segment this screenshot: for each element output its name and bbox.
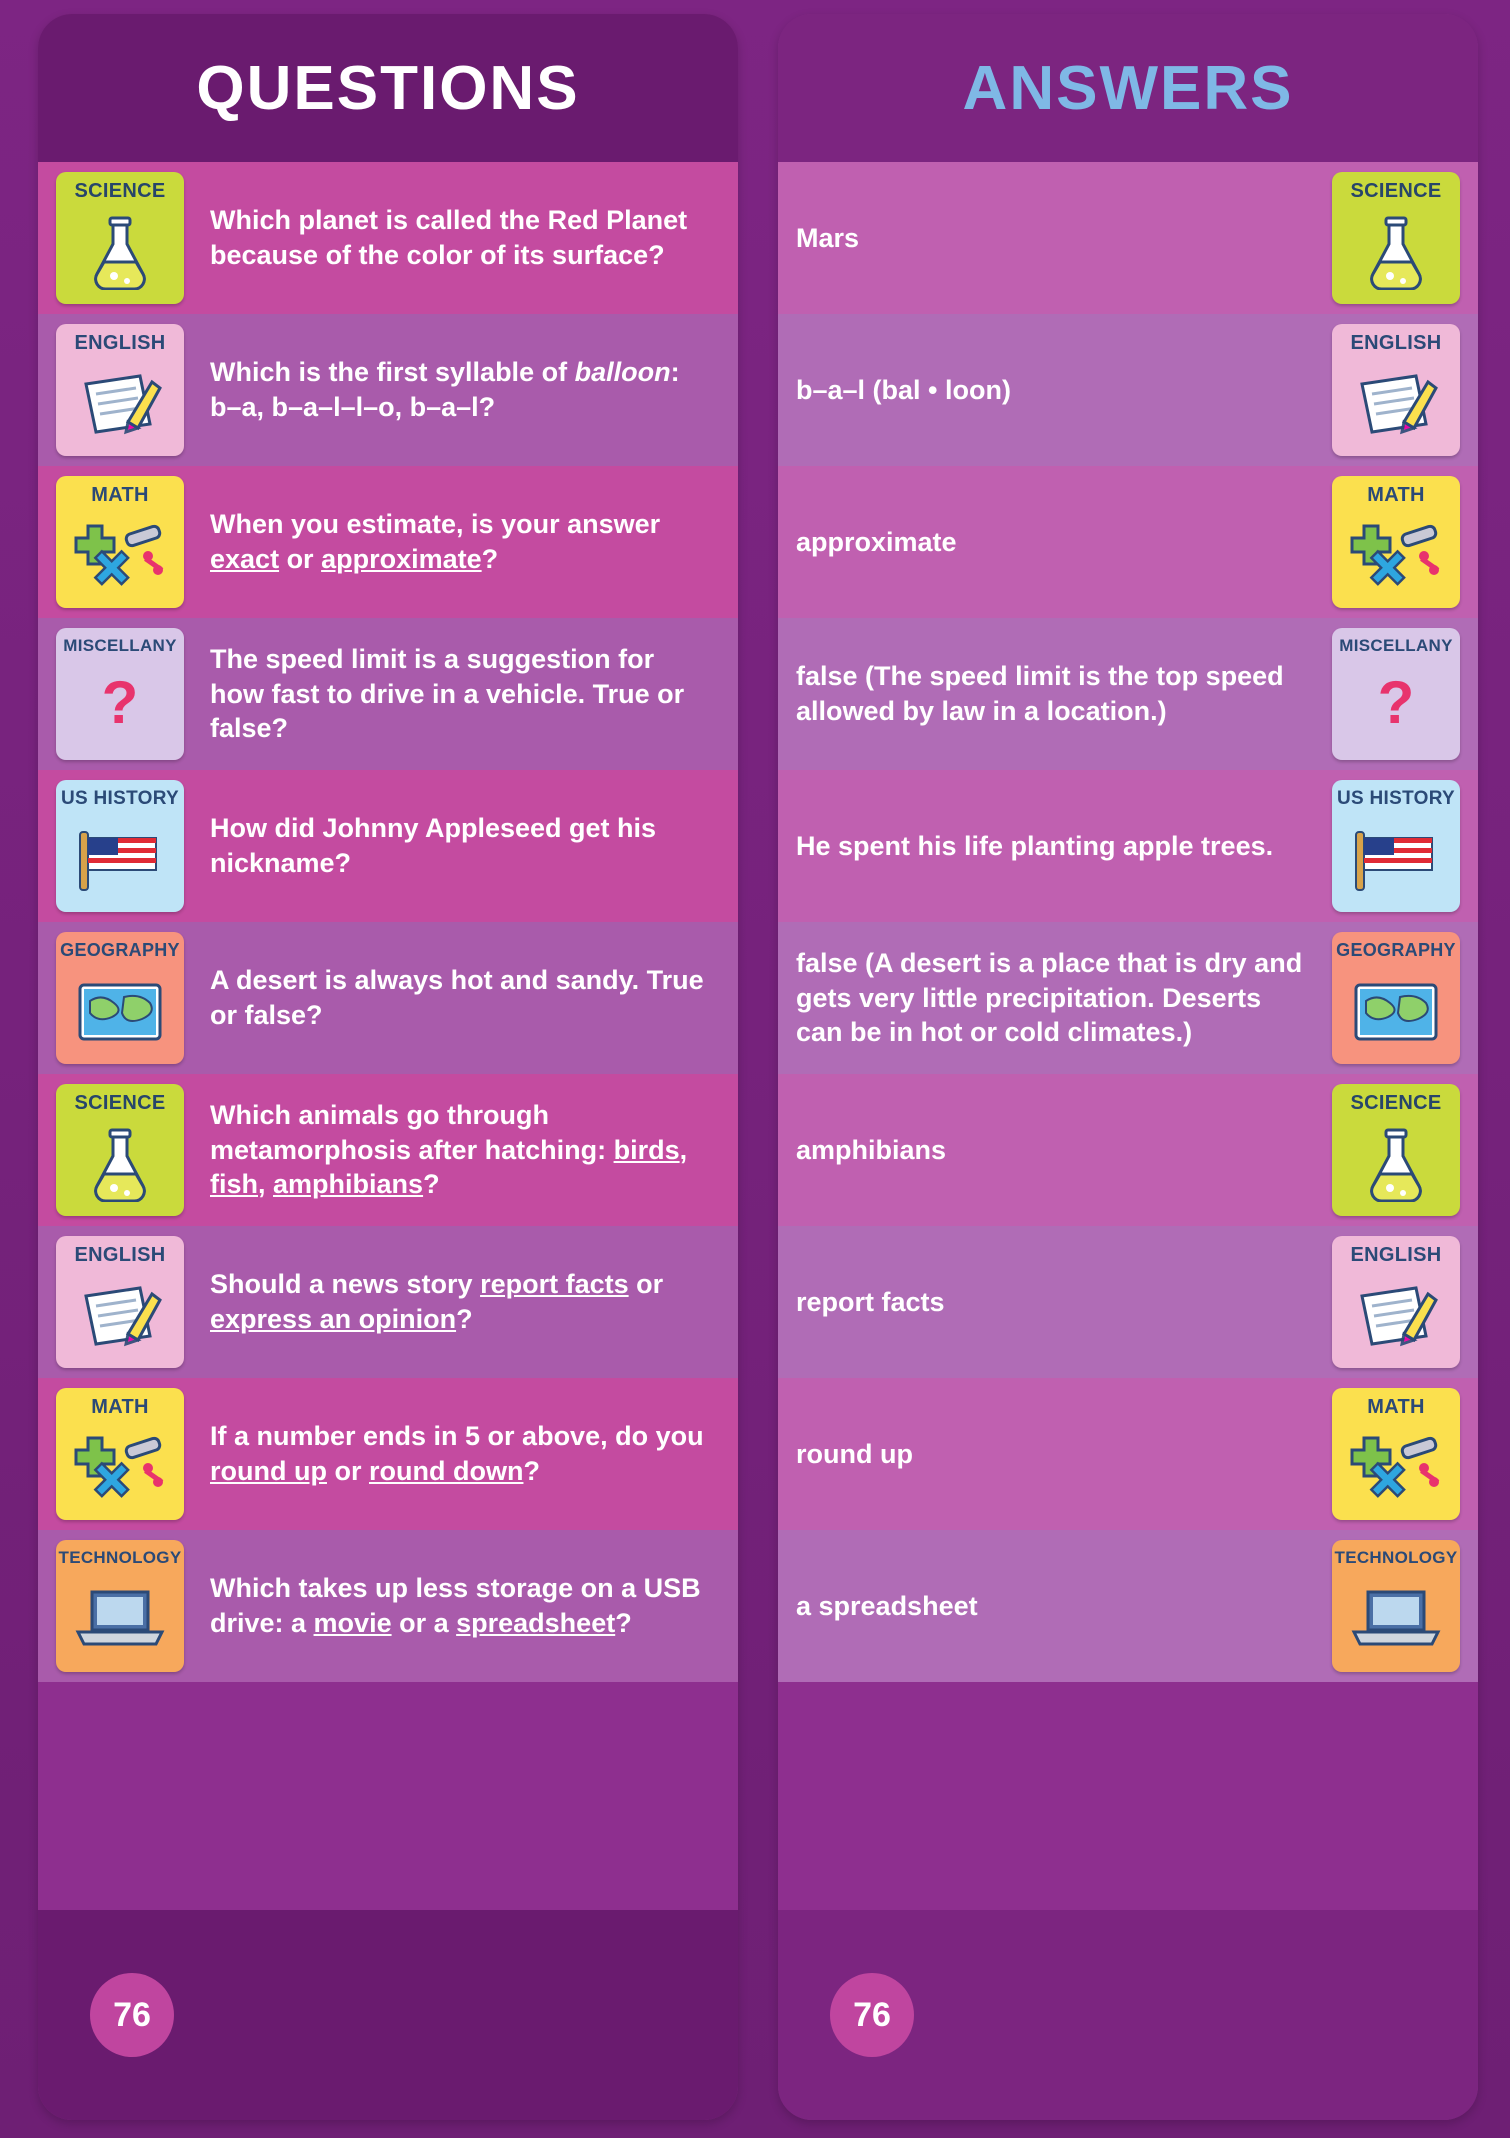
subject-badge-english [1332,1236,1460,1368]
paper-pencil-icon [1354,1265,1438,1368]
american-flag-icon [74,808,166,912]
answer-row [778,314,1478,466]
world-map-icon [74,959,166,1064]
answer-text: amphibians [796,1134,947,1165]
answer-text: approximate [796,526,957,557]
subject-badge-label: TECHNOLOGY [58,1548,182,1567]
subject-badge-label: US HISTORY [60,788,180,809]
math-symbols-icon [74,1417,166,1520]
question-text: Which planet is called the Red Planet because of the color of its surface? [210,205,688,270]
question-text: Should a news story report facts or express an opinion? [210,1269,664,1334]
subject-badge-miscellany [56,628,184,760]
question-text: If a number ends in 5 or above, do you round up or round down? [210,1421,704,1486]
question-mark-icon [92,654,148,760]
flask-icon [85,1113,155,1216]
answers-title: ANSWERS [962,53,1294,123]
answer-row [778,162,1478,314]
answers-card [778,14,1478,2120]
subject-badge-label: GEOGRAPHY [60,940,180,960]
subject-badge-science [56,1084,184,1216]
subject-badge-label: SCIENCE [1350,1092,1442,1114]
american-flag-icon [1350,808,1442,912]
question-row [38,770,738,922]
question-row [38,1226,738,1378]
questions-card-footer [38,1910,738,2120]
subject-badge-geography [56,932,184,1064]
subject-badge-label: MISCELLANY [1339,636,1453,655]
laptop-icon [72,1566,168,1672]
answer-text: He spent his life planting apple trees. [796,830,1274,861]
questions-title: QUESTIONS [196,53,580,123]
answer-text: Mars [796,222,860,253]
answer-text: round up [796,1438,913,1469]
subject-badge-ushistory [1332,780,1460,912]
subject-badge-math [56,476,184,608]
question-text: The speed limit is a suggestion for how fast to drive in a vehicle. True or false? [210,644,685,744]
subject-badge-label: MATH [1367,1396,1425,1418]
flask-icon [1361,201,1431,304]
answer-text: false (A desert is a place that is dry and gets very little precipitation. Deserts can be in hot or cold climates.) [796,948,1303,1048]
answer-row [778,770,1478,922]
question-row [38,922,738,1074]
subject-badge-label: SCIENCE [74,1092,166,1114]
question-mark-icon [1368,654,1424,760]
answer-text: a spreadsheet [796,1590,978,1621]
answer-row [778,1226,1478,1378]
flask-icon [1361,1113,1431,1216]
subject-badge-label: ENGLISH [1350,332,1442,354]
answer-row [778,922,1478,1074]
subject-badge-math [1332,1388,1460,1520]
answer-text: false (The speed limit is the top speed allowed by law in a location.) [796,661,1284,726]
subject-badge-miscellany [1332,628,1460,760]
subject-badge-english [1332,324,1460,456]
subject-badge-label: SCIENCE [74,180,166,202]
subject-badge-label: ENGLISH [74,332,166,354]
answer-text: report facts [796,1286,945,1317]
subject-badge-label: TECHNOLOGY [1334,1548,1458,1567]
question-row [38,1074,738,1226]
subject-badge-science [56,172,184,304]
answer-row [778,1074,1478,1226]
question-text: A desert is always hot and sandy. True or false? [210,965,704,1030]
flask-icon [85,201,155,304]
svg-text:?: ? [101,669,139,736]
subject-badge-english [56,324,184,456]
subject-badge-technology [1332,1540,1460,1672]
paper-pencil-icon [1354,353,1438,456]
math-symbols-icon [74,505,166,608]
question-row [38,162,738,314]
question-text: Which is the first syllable of balloon: b–a, b–a–l–l–o, b–a–l? [210,357,680,422]
question-row [38,314,738,466]
subject-badge-geography [1332,932,1460,1064]
question-text: Which takes up less storage on a USB drive: a movie or a spreadsheet? [210,1573,701,1638]
subject-badge-label: MATH [1367,484,1425,506]
paper-pencil-icon [78,1265,162,1368]
answer-row [778,466,1478,618]
answers-row-list [778,162,1478,1682]
subject-badge-label: SCIENCE [1350,180,1442,202]
questions-row-list [38,162,738,1682]
subject-badge-label: ENGLISH [1350,1244,1442,1266]
answer-row [778,1378,1478,1530]
subject-badge-label: GEOGRAPHY [1336,940,1456,960]
answers-card-footer [778,1910,1478,2120]
subject-badge-english [56,1236,184,1368]
questions-page-number: 76 [90,1973,174,2057]
answers-card-header [778,14,1478,162]
math-symbols-icon [1350,505,1442,608]
svg-text:?: ? [1377,669,1415,736]
paper-pencil-icon [78,353,162,456]
question-row [38,618,738,770]
question-row [38,1378,738,1530]
question-text: Which animals go through metamorphosis after hatching: birds, fish, amphibians? [210,1100,688,1200]
math-symbols-icon [1350,1417,1442,1520]
answers-page-number: 76 [830,1973,914,2057]
subject-badge-science [1332,1084,1460,1216]
subject-badge-math [56,1388,184,1520]
world-map-icon [1350,959,1442,1064]
subject-badge-ushistory [56,780,184,912]
question-row [38,1530,738,1682]
subject-badge-science [1332,172,1460,304]
question-row [38,466,738,618]
laptop-icon [1348,1566,1444,1672]
questions-card-header [38,14,738,162]
answer-text: b–a–l (bal • loon) [796,374,1011,405]
subject-badge-label: MATH [91,484,149,506]
answer-row [778,618,1478,770]
subject-badge-label: MISCELLANY [63,636,177,655]
question-text: How did Johnny Appleseed get his nickname? [210,813,657,878]
subject-badge-label: ENGLISH [74,1244,166,1266]
subject-badge-label: MATH [91,1396,149,1418]
question-text: When you estimate, is your answer exact or approximate? [210,509,661,574]
subject-badge-label: US HISTORY [1336,788,1456,809]
answer-row [778,1530,1478,1682]
questions-card [38,14,738,2120]
subject-badge-technology [56,1540,184,1672]
subject-badge-math [1332,476,1460,608]
